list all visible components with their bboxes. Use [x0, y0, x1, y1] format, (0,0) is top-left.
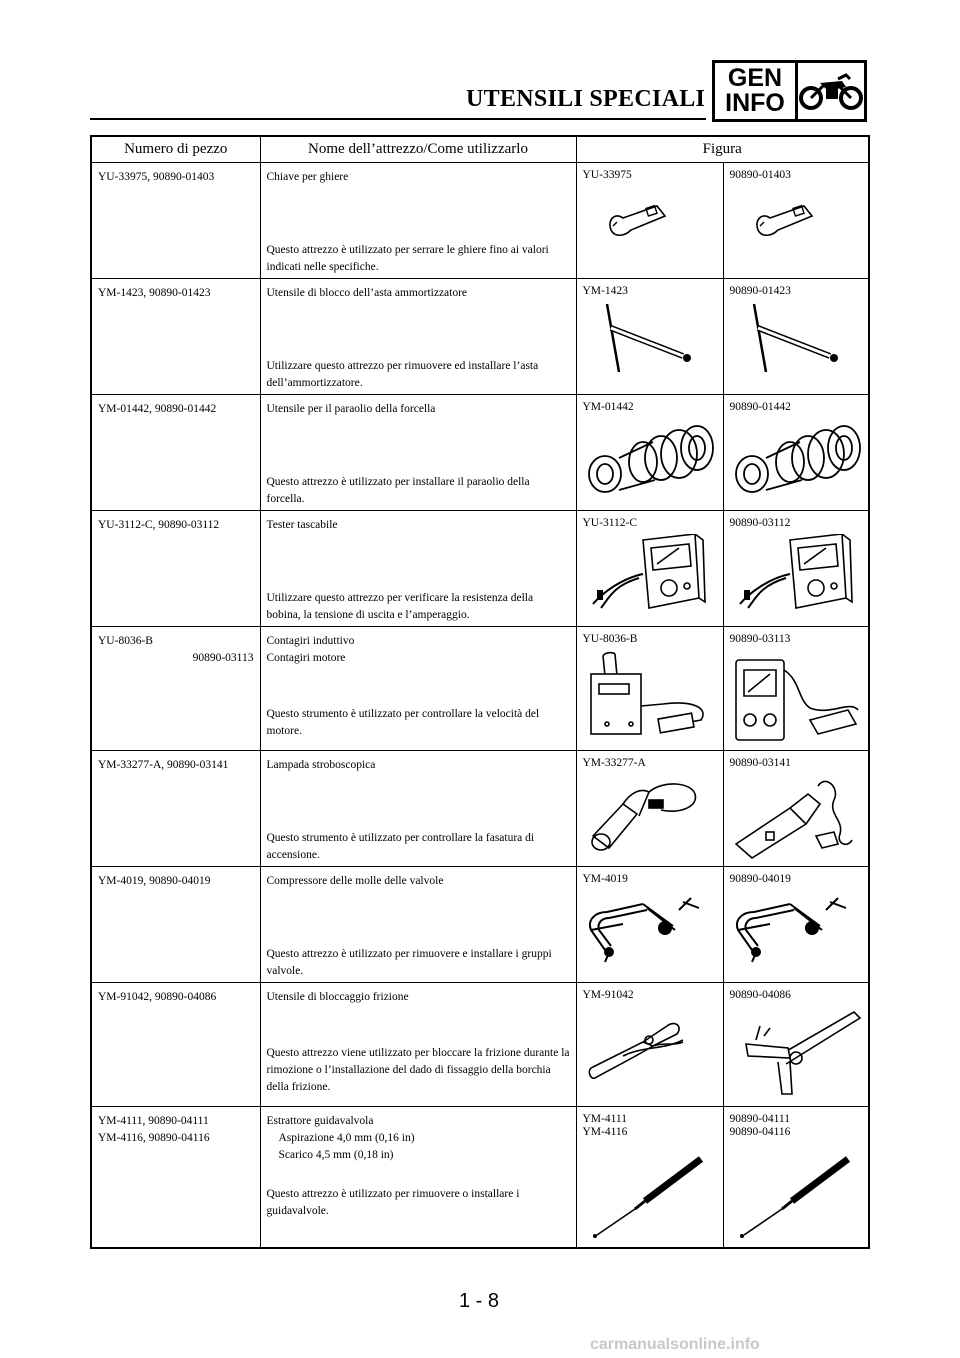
figure-cell-eu [723, 511, 869, 627]
figure-label: YM-01442 [582, 401, 634, 413]
part-number-cell [91, 1107, 260, 1249]
figure-label: YU-3112-C [582, 517, 638, 529]
seal-driver-icon [583, 418, 717, 508]
part-number: YM-4111, 90890-04111 [98, 1115, 209, 1127]
figure-cell-us [576, 279, 723, 395]
figure-label: YU-8036-B [582, 633, 638, 645]
tool-name: Utensile di bloccaggio frizione [266, 991, 409, 1003]
figure-cell-eu [723, 983, 869, 1107]
tool-usage-description: Utilizzare questo attrezzo per verificare la resistenza della bobina, la tensione di uscita e l’amperaggio. [266, 592, 534, 621]
special-tools-table [90, 135, 870, 1249]
multimeter-icon [730, 534, 863, 620]
badge-line-gen: GEN [727, 64, 783, 92]
tool-usage-description: Questo attrezzo viene utilizzato per bloccare la frizione durante la rimozione o l’installazione del dado di fissaggio della borchia della frizione. [266, 1047, 570, 1093]
figure-cell-us [576, 1107, 723, 1249]
valve-spring-compressor-icon [730, 890, 863, 976]
table-row [91, 867, 869, 983]
figure-label: YM-1423 [582, 285, 628, 297]
table-row [91, 751, 869, 867]
tool-usage-description: Questo attrezzo è utilizzato per rimuovere e installare i gruppi valvole. [266, 948, 552, 977]
figure-cell-eu [723, 395, 869, 511]
tool-name: Lampada stroboscopica [266, 759, 376, 771]
tool-name-cell [260, 867, 576, 983]
figure-label: YM-4111 YM-4116 [582, 1113, 628, 1138]
watermark: carmanualsonline.info [590, 1336, 760, 1353]
hook-wrench-icon [730, 186, 863, 250]
table-row [91, 1107, 869, 1249]
table-row [91, 983, 869, 1107]
part-number-cell [91, 983, 260, 1107]
t-bar-tool-icon [583, 302, 717, 382]
tool-name: Utensile per il paraolio della forcella [266, 403, 436, 415]
figure-label: 90890-03113 [729, 633, 791, 645]
table-row [91, 279, 869, 395]
figure-label: YM-91042 [582, 989, 634, 1001]
tool-usage-description: Questo strumento è utilizzato per controllare la fasatura di accensione. [266, 832, 535, 861]
tool-name: Contagiri induttivo [266, 635, 355, 647]
tool-usage-description: Utilizzare questo attrezzo per rimuovere ed installare l’asta dell’ammortizzatore. [266, 360, 539, 389]
part-number: YM-33277-A, 90890-03141 [98, 759, 229, 771]
header-rule [90, 118, 706, 120]
table-row [91, 163, 869, 279]
tool-name-cell [260, 163, 576, 279]
tachometer-icon [583, 650, 717, 742]
seal-driver-icon [730, 418, 863, 508]
figure-label: YM-33277-A [582, 757, 646, 769]
hook-wrench-icon [583, 186, 717, 250]
badge-text [715, 63, 798, 119]
part-number-alt: 90890-03113 [192, 652, 254, 664]
figure-cell-us [576, 751, 723, 867]
tool-name: Utensile di blocco dell’asta ammortizzatore [266, 287, 468, 299]
tool-name-cell [260, 983, 576, 1107]
tool-name-cell [260, 1107, 576, 1249]
part-number-cell [91, 395, 260, 511]
page-title: UTENSILI SPECIALI [466, 86, 706, 112]
part-number: YM-01442, 90890-01442 [98, 403, 217, 415]
col-header-part-number: Numero di pezzo [91, 136, 260, 163]
tool-name-cell [260, 751, 576, 867]
table-row [91, 395, 869, 511]
figure-cell-eu [723, 1107, 869, 1249]
tool-usage-description: Questo attrezzo è utilizzato per rimuovere o installare i guidavalvole. [266, 1188, 520, 1217]
tool-name: Compressore delle molle delle valvole [266, 875, 444, 887]
tool-name: Chiave per ghiere [266, 171, 349, 183]
multimeter-icon [583, 534, 717, 620]
figure-label: 90890-03141 [729, 757, 791, 769]
figure-cell-us [576, 163, 723, 279]
figure-cell-us [576, 627, 723, 751]
clutch-holder-icon [583, 1006, 717, 1092]
part-number-cell [91, 163, 260, 279]
figure-label: YU-33975 [582, 169, 632, 181]
figure-label: 90890-04086 [729, 989, 791, 1001]
table-header-row [91, 136, 869, 163]
part-number-cell [91, 867, 260, 983]
part-number: YU-3112-C, 90890-03112 [98, 519, 220, 531]
part-number: YU-8036-B [98, 635, 153, 647]
table-row [91, 627, 869, 751]
valve-guide-remover-icon [583, 1143, 717, 1247]
figure-label: 90890-01442 [729, 401, 791, 413]
tool-usage-description: Questo attrezzo è utilizzato per installare il paraolio della forcella. [266, 476, 530, 505]
figure-label: 90890-03112 [729, 517, 791, 529]
tool-name: Tester tascabile [266, 519, 338, 531]
figure-label: 90890-04111 90890-04116 [729, 1113, 791, 1138]
badge-line-info: INFO [725, 89, 785, 117]
tachometer-icon [730, 650, 863, 750]
part-number: YM-4019, 90890-04019 [98, 875, 211, 887]
figure-cell-us [576, 511, 723, 627]
tool-usage-description: Questo strumento è utilizzato per controllare la velocità del motore. [266, 708, 540, 737]
valve-guide-remover-icon [730, 1143, 863, 1247]
part-number-cell [91, 751, 260, 867]
timing-light-icon [583, 774, 717, 858]
page-number: 1 - 8 [459, 1290, 500, 1312]
tool-subtitle: Scarico 4,5 mm (0,18 in) [278, 1149, 394, 1161]
figure-label: YM-4019 [582, 873, 628, 885]
figure-cell-eu [723, 163, 869, 279]
tool-usage-description: Questo attrezzo è utilizzato per serrare le ghiere fino ai valori indicati nelle specifiche. [266, 244, 549, 273]
tool-name-cell [260, 511, 576, 627]
motorcycle-icon [798, 63, 864, 119]
tool-name: Estrattore guidavalvola [266, 1115, 374, 1127]
part-number-cell [91, 627, 260, 751]
section-badge [712, 60, 867, 122]
tool-name-cell [260, 395, 576, 511]
clutch-holder-icon [730, 1006, 863, 1106]
figure-label: 90890-04019 [729, 873, 791, 885]
part-number-cell [91, 279, 260, 395]
table-row [91, 511, 869, 627]
figure-cell-us [576, 395, 723, 511]
figure-label: 90890-01423 [729, 285, 791, 297]
part-number: YU-33975, 90890-01403 [98, 171, 215, 183]
tool-subtitle: Contagiri motore [266, 652, 346, 664]
figure-cell-eu [723, 627, 869, 751]
t-bar-tool-icon [730, 302, 863, 382]
figure-cell-eu [723, 867, 869, 983]
figure-label: 90890-01403 [729, 169, 791, 181]
tool-subtitle: Aspirazione 4,0 mm (0,16 in) [278, 1132, 415, 1144]
figure-cell-eu [723, 279, 869, 395]
figure-cell-eu [723, 751, 869, 867]
timing-light-icon [730, 774, 863, 866]
part-number: YM-1423, 90890-01423 [98, 287, 211, 299]
part-number: YM-91042, 90890-04086 [98, 991, 217, 1003]
col-header-tool-name: Nome dell’attrezzo/Come utilizzarlo [260, 136, 576, 163]
figure-cell-us [576, 983, 723, 1107]
tool-name-cell [260, 279, 576, 395]
figure-cell-us [576, 867, 723, 983]
valve-spring-compressor-icon [583, 890, 717, 976]
part-number-alt: YM-4116, 90890-04116 [98, 1132, 210, 1144]
col-header-figure: Figura [576, 136, 869, 163]
tool-name-cell [260, 627, 576, 751]
part-number-cell [91, 511, 260, 627]
